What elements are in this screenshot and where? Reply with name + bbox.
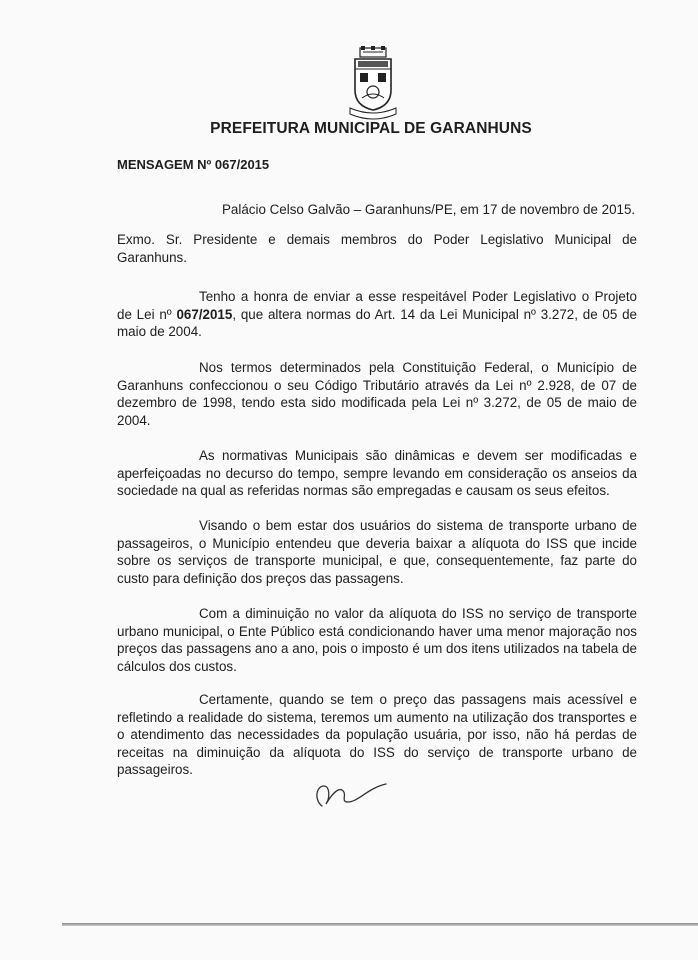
paragraph-4: Visando o bem estar dos usuários do sistema de transporte urbano de passageiros, o Município entendeu que deveria baixar a alíquota do ISS que incide sobre os serviços de transporte municipal, e que, consequentemente, faz parte do custo para definição dos preços das passagens. bbox=[117, 518, 637, 586]
paragraph-1 bbox=[117, 288, 637, 341]
bill-number: 067/2015 bbox=[176, 306, 233, 322]
message-number: MENSAGEM Nº 067/2015 bbox=[117, 157, 270, 172]
place-date: Palácio Celso Galvão – Garanhuns/PE, em 17 de novembro de 2015. bbox=[222, 202, 636, 217]
handwritten-signature bbox=[308, 776, 388, 812]
footer-rule bbox=[62, 923, 698, 926]
paragraph-1-text-after: , que altera normas do Art. 14 da Lei Municipal nº 3.272, de 05 de maio de 2004. bbox=[117, 306, 637, 340]
municipal-coat-of-arms bbox=[346, 46, 400, 122]
document-title: PREFEITURA MUNICIPAL DE GARANHUNS bbox=[210, 120, 532, 137]
paragraph-1-text-before: Tenho a honra de enviar a esse respeitável Poder Legislativo o Projeto de Lei nº bbox=[117, 289, 637, 322]
salutation: Exmo. Sr. Presidente e demais membros do Poder Legislativo Municipal de Garanhuns. bbox=[117, 232, 637, 265]
paragraph-3: As normativas Municipais são dinâmicas e devem ser modificadas e aperfeiçoadas no decurso do tempo, sempre levando em consideração os anseios da sociedade na qual as referidas normas são empregadas e causam os seus efeitos. bbox=[117, 448, 637, 499]
paragraph-6: Certamente, quando se tem o preço das passagens mais acessível e refletindo a realidade do sistema, teremos um aumento na utilização dos transportes e o atendimento das necessidades da população usuária, por isso, não há perdas de receitas na diminuição da alíquota do ISS do serviço de transporte urbano de passageiros. bbox=[117, 692, 637, 778]
paragraph-2: Nos termos determinados pela Constituição Federal, o Município de Garanhuns confeccionou o seu Código Tributário através da Lei nº 2.928, de 07 de dezembro de 1998, tendo esta sido modificada pela Lei nº 3.272, de 05 de maio de 2004. bbox=[117, 360, 637, 428]
paragraph-5: Com a diminuição no valor da alíquota do ISS no serviço de transporte urbano municipal, o Ente Público está condicionando haver uma menor majoração nos preços das passagens ano a ano, pois o imposto é um dos itens utilizados na tabela de cálculos dos custos. bbox=[117, 606, 637, 674]
